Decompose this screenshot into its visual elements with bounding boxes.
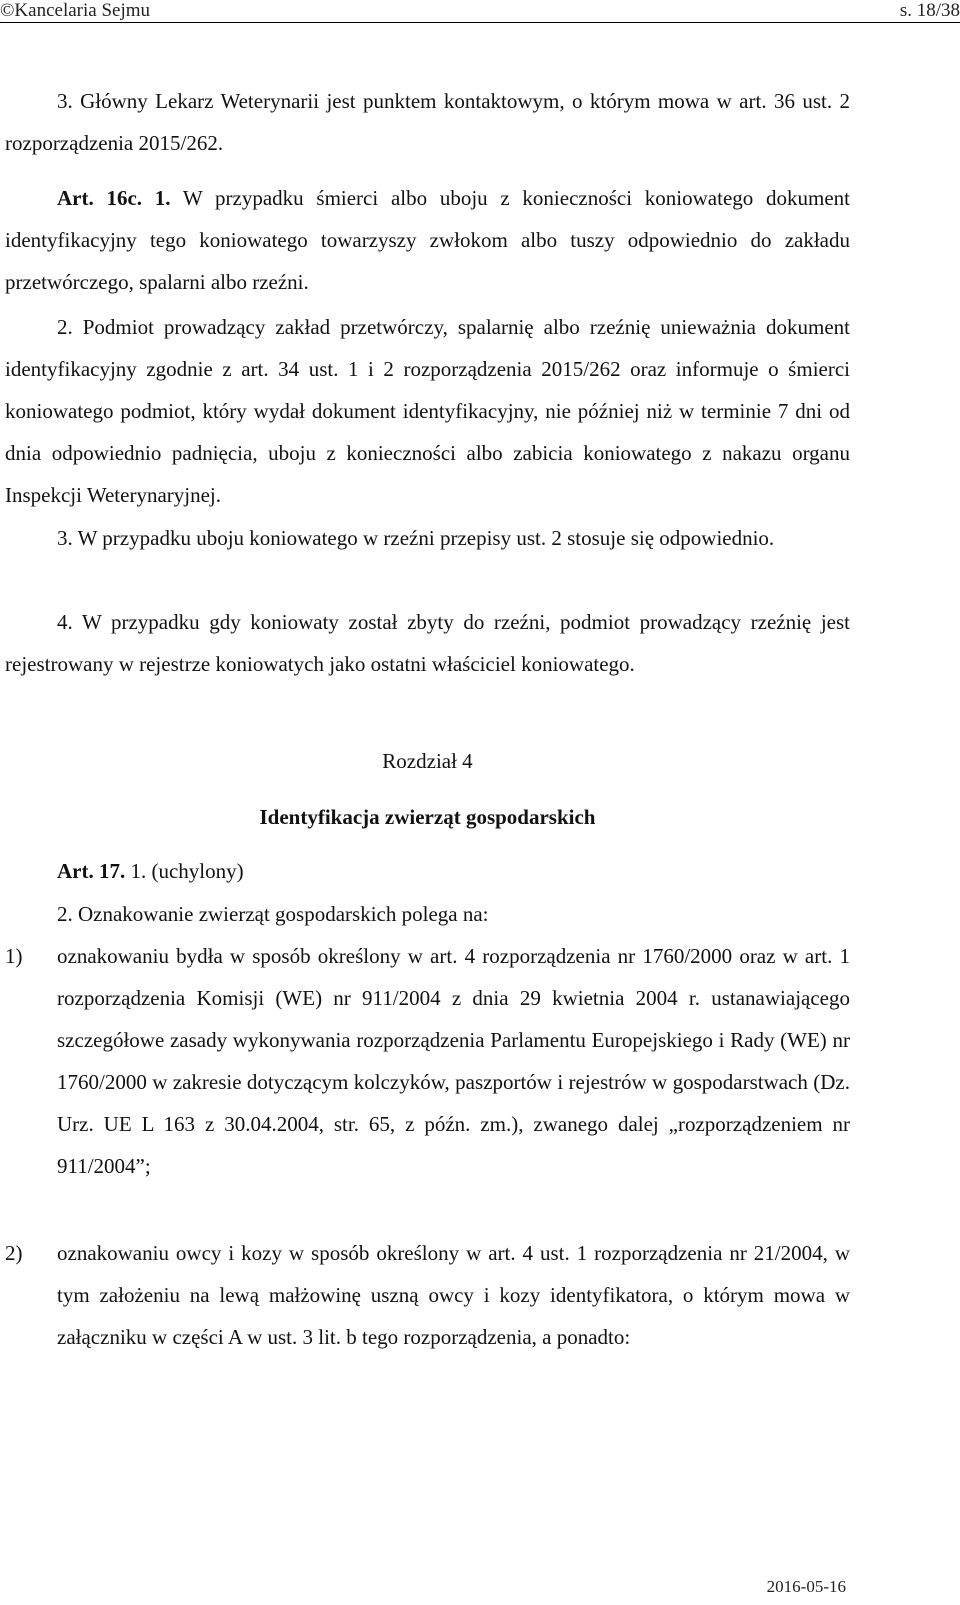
paragraph-art16c-1 bbox=[5, 177, 850, 303]
publisher-label: ©Kancelaria Sejmu bbox=[0, 0, 151, 21]
header-divider bbox=[0, 22, 960, 23]
chapter-number: Rozdział 4 bbox=[382, 749, 473, 773]
paragraph-art16c-3: 3. W przypadku uboju koniowatego w rzeźni przepisy ust. 2 stosuje się odpowiednio. bbox=[57, 526, 775, 550]
list-item-number: 1) bbox=[5, 944, 23, 968]
list-item-number: 2) bbox=[5, 1241, 23, 1265]
page-number: s. 18/38 bbox=[899, 0, 960, 21]
chapter-title: Identyfikacja zwierząt gospodarskich bbox=[259, 805, 596, 829]
paragraph-text: 1. (uchylony) bbox=[125, 859, 244, 883]
paragraph-art16c-2: 2. Podmiot prowadzący zakład przetwórczy, spalarnię albo rzeźnię unieważnia dokument identyfikacyjny zgodnie z art. 34 ust. 1 i 2 rozporządzenia 2015/262 oraz informuje o śmierci koniowatego podmiot, który wydał dokument identyfikacyjny, nie później niż w terminie 7 dni od dnia odpowiednio padnięcia, uboju z konieczności albo zabicia koniowatego z nakazu organu Inspekcji Weterynaryjnej. bbox=[5, 315, 850, 507]
paragraph-art17-2: 2. Oznakowanie zwierząt gospodarskich polega na: bbox=[57, 902, 489, 926]
article-label: Art. 16c. 1. bbox=[57, 186, 171, 210]
list-item-text: oznakowaniu bydła w sposób określony w art. 4 rozporządzenia nr 1760/2000 oraz w art. 1 rozporządzenia Komisji (WE) nr 911/2004 z dnia 29 kwietnia 2004 r. ustanawiającego szczegółowe zasady wykonywania rozporządzenia Parlamentu Europejskiego i Rady (WE) nr 1760/2000 w zakresie dotyczącym kolczyków, paszportów i rejestrów w gospodarstwach (Dz. Urz. UE L 163 z 30.04.2004, str. 65, z późn. zm.), zwanego dalej „rozporządzeniem nr 911/2004”; bbox=[57, 944, 850, 1178]
document-date: 2016-05-16 bbox=[766, 1577, 846, 1596]
paragraph-art17-1 bbox=[5, 850, 850, 892]
paragraph-art16c-4: 4. W przypadku gdy koniowaty został zbyty do rzeźni, podmiot prowadzący rzeźnię jest rejestrowany w rejestrze koniowatych jako ostatni właściciel koniowatego. bbox=[5, 610, 850, 676]
page-header bbox=[0, 0, 960, 24]
paragraph-art16b-3: 3. Główny Lekarz Weterynarii jest punktem kontaktowym, o którym mowa w art. 36 ust. 2 rozporządzenia 2015/262. bbox=[5, 89, 850, 155]
article-label: Art. 17. bbox=[57, 859, 126, 883]
paragraph-text: W przypadku śmierci albo uboju z konieczności koniowatego dokument identyfikacyjny tego koniowatego towarzyszy zwłokom albo tuszy odpowiednio do zakładu przetwórczego, spalarni albo rzeźni. bbox=[5, 186, 850, 294]
list-item-text: oznakowaniu owcy i kozy w sposób określony w art. 4 ust. 1 rozporządzenia nr 21/2004, w tym założeniu na lewą małżowinę uszną owcy i kozy identyfikatora, o którym mowa w załączniku w części A w ust. 3 lit. b tego rozporządzenia, a ponadto: bbox=[57, 1241, 850, 1349]
